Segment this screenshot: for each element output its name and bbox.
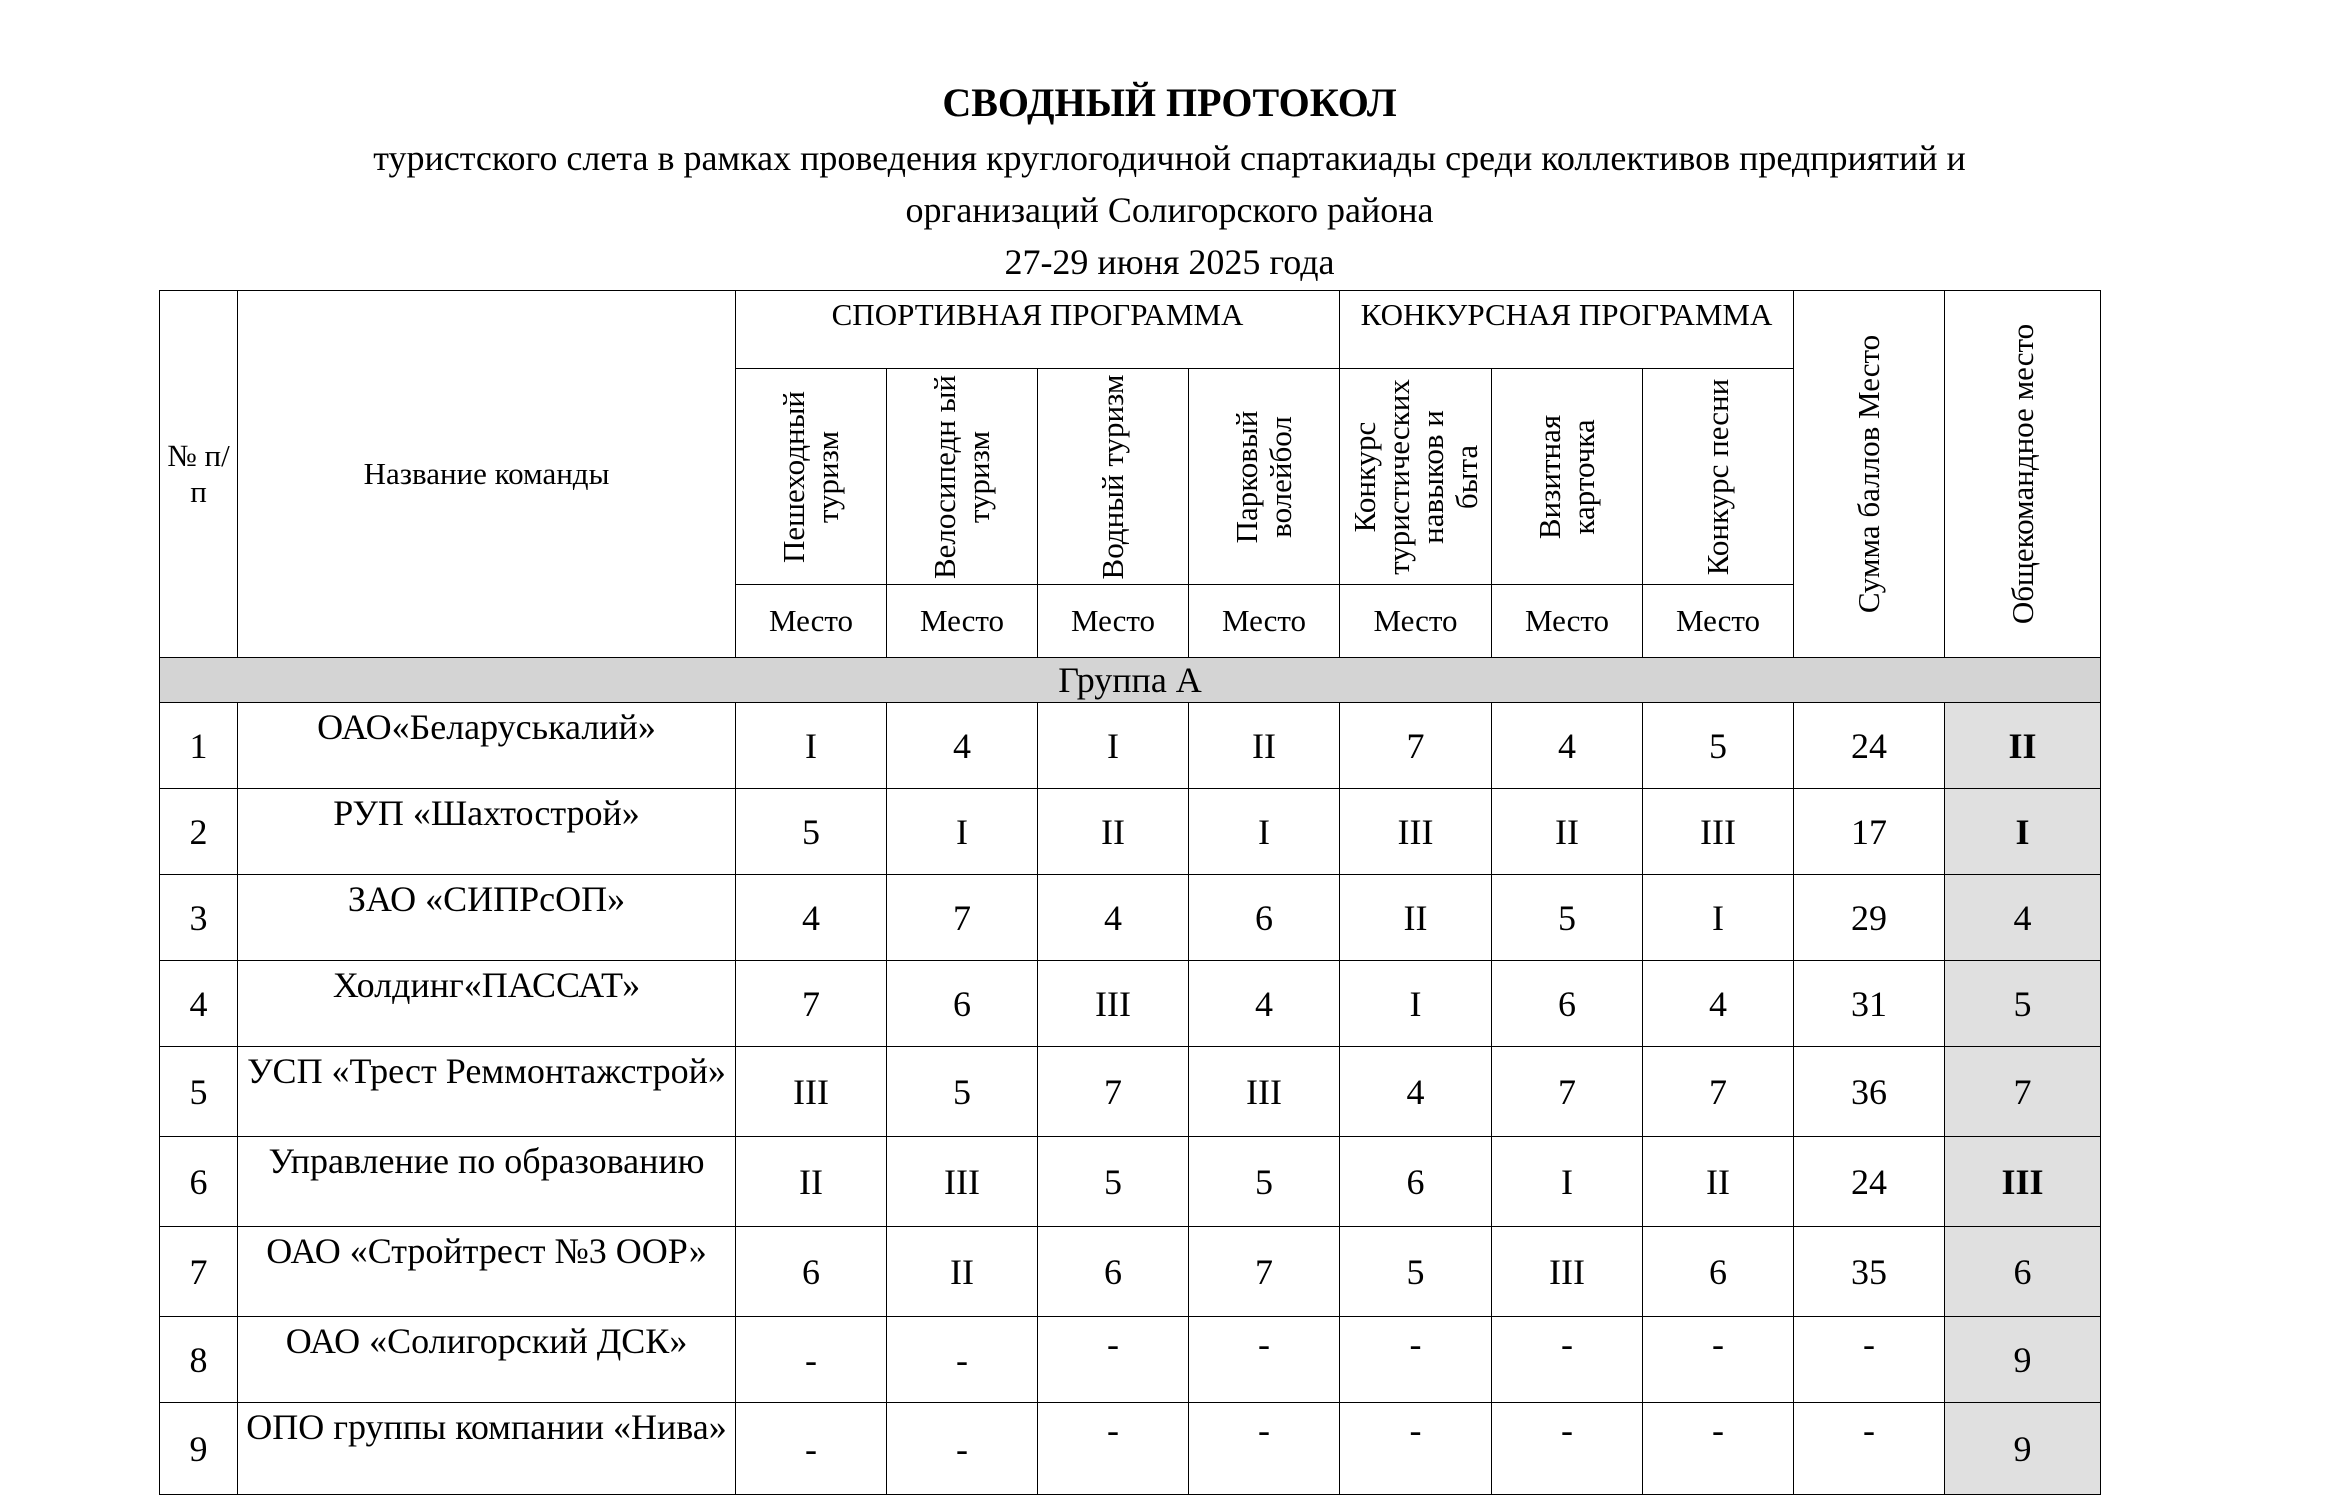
col-number-label: № п/п (167, 438, 230, 509)
results-table (159, 290, 2101, 1495)
group-row (160, 658, 2101, 703)
table-row (160, 1047, 2101, 1137)
team-name: ОАО «Солигорский ДСК» (238, 1317, 736, 1403)
discipline-place: II (1492, 789, 1643, 875)
discipline-place: 4 (1038, 875, 1189, 961)
discipline-place: I (1038, 703, 1189, 789)
discipline-label: Водный туризм (1095, 374, 1130, 579)
sum-points: - (1794, 1403, 1945, 1495)
discipline-place: 7 (1189, 1227, 1340, 1317)
col-header-overall (1945, 291, 2101, 658)
discipline-place: II (1340, 875, 1492, 961)
overall-place: 6 (1945, 1227, 2101, 1317)
discipline-place: 6 (1038, 1227, 1189, 1317)
discipline-place: 5 (736, 789, 887, 875)
discipline-place: I (1492, 1137, 1643, 1227)
overall-place: 5 (1945, 961, 2101, 1047)
row-number: 8 (160, 1317, 238, 1403)
discipline-place: 7 (1038, 1047, 1189, 1137)
overall-place: II (1945, 703, 2101, 789)
discipline-header (887, 369, 1038, 585)
discipline-place: 4 (887, 703, 1038, 789)
group-label: Группа А (160, 658, 2101, 703)
row-number: 1 (160, 703, 238, 789)
table-row (160, 703, 2101, 789)
discipline-place: 5 (1189, 1137, 1340, 1227)
discipline-place: 4 (1492, 703, 1643, 789)
team-name: ОАО «Стройтрест №3 ООР» (238, 1227, 736, 1317)
team-name: УСП «Трест Реммонтажстрой» (238, 1047, 736, 1137)
sum-points: 24 (1794, 703, 1945, 789)
discipline-label: Визитная карточка (1532, 414, 1602, 539)
discipline-place: 5 (1643, 703, 1794, 789)
table-row (160, 1137, 2101, 1227)
discipline-place: III (887, 1137, 1038, 1227)
sum-points: 31 (1794, 961, 1945, 1047)
team-name: ОАО«Беларуськалий» (238, 703, 736, 789)
row-number: 7 (160, 1227, 238, 1317)
sum-points: 35 (1794, 1227, 1945, 1317)
discipline-place: - (887, 1403, 1038, 1495)
discipline-place: 6 (1492, 961, 1643, 1047)
sum-points: 24 (1794, 1137, 1945, 1227)
discipline-place: II (736, 1137, 887, 1227)
discipline-place: II (887, 1227, 1038, 1317)
discipline-place: I (1340, 961, 1492, 1047)
discipline-place: 6 (887, 961, 1038, 1047)
discipline-header (1038, 369, 1189, 585)
discipline-place: II (1189, 703, 1340, 789)
discipline-place: - (1643, 1403, 1794, 1495)
discipline-place: 5 (1038, 1137, 1189, 1227)
discipline-place: 6 (1189, 875, 1340, 961)
discipline-place: 5 (1492, 875, 1643, 961)
subtitle-line-2: организаций Солигорского района (905, 190, 1434, 230)
discipline-place: III (1038, 961, 1189, 1047)
document-title: СВОДНЫЙ ПРОТОКОЛ (942, 80, 1397, 125)
place-label: Место (1189, 585, 1340, 658)
discipline-place: I (887, 789, 1038, 875)
team-name: Управление по образованию (238, 1137, 736, 1227)
discipline-label: Парковый волейбол (1229, 410, 1298, 543)
row-number: 4 (160, 961, 238, 1047)
discipline-place: 7 (1492, 1047, 1643, 1137)
row-number: 5 (160, 1047, 238, 1137)
discipline-place: III (1643, 789, 1794, 875)
place-label: Место (1340, 585, 1492, 658)
discipline-place: III (1492, 1227, 1643, 1317)
col-team-label: Название команды (363, 456, 610, 491)
discipline-place: III (736, 1047, 887, 1137)
discipline-place: 4 (1340, 1047, 1492, 1137)
discipline-place: - (1492, 1317, 1643, 1403)
discipline-place: 7 (1643, 1047, 1794, 1137)
discipline-label: Велосипедн ый туризм (927, 374, 996, 579)
discipline-place: I (1643, 875, 1794, 961)
team-name: ЗАО «СИПРсОП» (238, 875, 736, 961)
overall-place: 9 (1945, 1403, 2101, 1495)
contest-program-header: КОНКУРСНАЯ ПРОГРАММА (1340, 291, 1794, 369)
overall-place: I (1945, 789, 2101, 875)
col-header-team (238, 291, 736, 658)
discipline-place: 4 (1643, 961, 1794, 1047)
discipline-place: 5 (887, 1047, 1038, 1137)
discipline-place: - (1643, 1317, 1794, 1403)
discipline-place: - (1340, 1317, 1492, 1403)
discipline-place: III (1340, 789, 1492, 875)
discipline-header (1492, 369, 1643, 585)
discipline-place: I (736, 703, 887, 789)
subtitle-line-1: туристского слета в рамках проведения круглогодичной спартакиады среди коллективов предприятий и (373, 138, 1966, 178)
sum-points: 17 (1794, 789, 1945, 875)
team-name: РУП «Шахтострой» (238, 789, 736, 875)
discipline-place: - (1340, 1403, 1492, 1495)
row-number: 2 (160, 789, 238, 875)
col-header-sum (1794, 291, 1945, 658)
overall-place: 9 (1945, 1317, 2101, 1403)
discipline-place: 6 (736, 1227, 887, 1317)
discipline-place: - (887, 1317, 1038, 1403)
discipline-place: - (736, 1317, 887, 1403)
discipline-label: Конкурс туристических навыков и быта (1346, 378, 1484, 575)
discipline-place: - (1492, 1403, 1643, 1495)
discipline-place: - (736, 1403, 887, 1495)
place-label: Место (736, 585, 887, 658)
discipline-place: I (1189, 789, 1340, 875)
team-name: ОПО группы компании «Нива» (238, 1403, 736, 1495)
overall-place: III (1945, 1137, 2101, 1227)
discipline-place: 5 (1340, 1227, 1492, 1317)
discipline-place: II (1643, 1137, 1794, 1227)
col-overall-label: Общекомандное место (2004, 323, 2040, 625)
discipline-header (1189, 369, 1340, 585)
table-row (160, 789, 2101, 875)
discipline-place: 7 (887, 875, 1038, 961)
sum-points: 29 (1794, 875, 1945, 961)
discipline-place: 4 (1189, 961, 1340, 1047)
row-number: 9 (160, 1403, 238, 1495)
discipline-place: 7 (736, 961, 887, 1047)
table-row (160, 961, 2101, 1047)
discipline-place: - (1038, 1403, 1189, 1495)
col-header-number (160, 291, 238, 658)
col-sum-label: Сумма баллов Место (1851, 334, 1887, 614)
discipline-place: III (1189, 1047, 1340, 1137)
event-date: 27-29 июня 2025 года (1004, 242, 1335, 282)
discipline-place: II (1038, 789, 1189, 875)
discipline-place: - (1189, 1317, 1340, 1403)
discipline-header (1340, 369, 1492, 585)
discipline-place: - (1189, 1403, 1340, 1495)
row-number: 3 (160, 875, 238, 961)
place-label: Место (1492, 585, 1643, 658)
discipline-place: 6 (1643, 1227, 1794, 1317)
sport-program-header: СПОРТИВНАЯ ПРОГРАММА (736, 291, 1340, 369)
discipline-place: 7 (1340, 703, 1492, 789)
overall-place: 4 (1945, 875, 2101, 961)
discipline-place: - (1038, 1317, 1189, 1403)
discipline-place: 4 (736, 875, 887, 961)
overall-place: 7 (1945, 1047, 2101, 1137)
place-label: Место (1038, 585, 1189, 658)
sum-points: - (1794, 1317, 1945, 1403)
row-number: 6 (160, 1137, 238, 1227)
place-label: Место (887, 585, 1038, 658)
discipline-header (736, 369, 887, 585)
sum-points: 36 (1794, 1047, 1945, 1137)
table-row (160, 1227, 2101, 1317)
discipline-header (1643, 369, 1794, 585)
discipline-label: Пешеходный туризм (776, 390, 845, 563)
place-label: Место (1643, 585, 1794, 658)
table-row (160, 1317, 2101, 1403)
discipline-label: Конкурс песни (1700, 378, 1736, 575)
table-row (160, 1403, 2101, 1495)
discipline-place: 6 (1340, 1137, 1492, 1227)
team-name: Холдинг«ПАССАТ» (238, 961, 736, 1047)
table-row (160, 875, 2101, 961)
